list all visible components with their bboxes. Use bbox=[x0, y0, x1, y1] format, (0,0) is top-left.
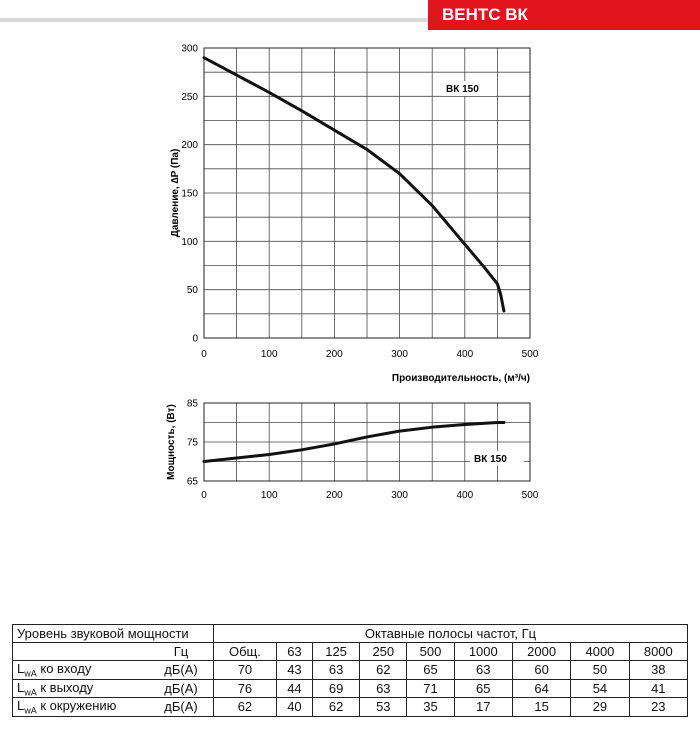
y-tick-label: 150 bbox=[181, 188, 198, 200]
table-cell: 50 bbox=[571, 661, 629, 680]
table-cell: 71 bbox=[407, 679, 454, 698]
y-axis-label: Мощность, (Вт) bbox=[166, 404, 177, 480]
table-cell: 60 bbox=[512, 661, 570, 680]
table-cell: 38 bbox=[629, 661, 687, 680]
table-row bbox=[13, 679, 688, 698]
table-columns-row bbox=[13, 643, 688, 661]
table-cell: 62 bbox=[360, 661, 407, 680]
column-header: 4000 bbox=[571, 643, 629, 661]
table-row bbox=[13, 661, 688, 680]
table-cell: 17 bbox=[454, 698, 512, 717]
x-tick-label: 0 bbox=[201, 490, 207, 501]
column-header: 1000 bbox=[454, 643, 512, 661]
column-header: 125 bbox=[312, 643, 359, 661]
y-tick-label: 100 bbox=[181, 236, 198, 248]
series-label: ВК 150 bbox=[446, 84, 479, 95]
y-tick-label: 65 bbox=[186, 476, 198, 488]
x-tick-label: 400 bbox=[456, 349, 474, 360]
table-cell: 62 bbox=[214, 698, 277, 717]
row-unit: дБ(А) bbox=[149, 698, 214, 717]
row-label: $L_{wA}$ к окружению bbox=[13, 698, 150, 717]
table-cell: 62 bbox=[312, 698, 359, 717]
y-tick-label: 300 bbox=[181, 43, 198, 55]
table-cell: 65 bbox=[454, 679, 512, 698]
table-cell: 76 bbox=[214, 679, 277, 698]
brand-title: ВЕНТС ВК bbox=[428, 0, 700, 30]
table-cell: 23 bbox=[629, 698, 687, 717]
table-cell: 70 bbox=[214, 661, 277, 680]
table-header-row bbox=[13, 625, 688, 643]
column-header: 2000 bbox=[512, 643, 570, 661]
y-tick-label: 0 bbox=[192, 333, 198, 345]
table-cell: 35 bbox=[407, 698, 454, 717]
table-cell: 54 bbox=[571, 679, 629, 698]
table-cell: 15 bbox=[512, 698, 570, 717]
y-tick-label: 250 bbox=[181, 91, 198, 103]
table-title: Уровень звуковой мощности bbox=[13, 625, 214, 643]
table-cell: 29 bbox=[571, 698, 629, 717]
x-tick-label: 300 bbox=[391, 349, 408, 360]
table-cell: 69 bbox=[312, 679, 359, 698]
x-tick-label: 500 bbox=[521, 490, 539, 501]
table-cell: 40 bbox=[276, 698, 312, 717]
column-header: 63 bbox=[276, 643, 312, 661]
table-cell: 53 bbox=[360, 698, 407, 717]
x-tick-label: 0 bbox=[201, 349, 207, 360]
bands-title: Октавные полосы частот, Гц bbox=[214, 625, 688, 643]
table-cell: 44 bbox=[276, 679, 312, 698]
x-tick-label: 500 bbox=[521, 349, 539, 360]
table-cell: 63 bbox=[312, 661, 359, 680]
y-axis-label: Давление, ∆P (Па) bbox=[170, 148, 181, 238]
hz-label: Гц bbox=[149, 643, 214, 661]
x-tick-label: 100 bbox=[260, 349, 278, 360]
row-label: $L_{wA}$ к выходу bbox=[13, 679, 150, 698]
x-axis-label: Производительность, (м³/ч) bbox=[391, 373, 530, 384]
table-cell: 63 bbox=[454, 661, 512, 680]
column-header: 250 bbox=[360, 643, 407, 661]
row-label: $L_{wA}$ ко входу bbox=[13, 661, 150, 680]
y-tick-label: 75 bbox=[186, 437, 198, 449]
y-tick-label: 50 bbox=[186, 285, 198, 297]
table-cell: 63 bbox=[360, 679, 407, 698]
table-cell: 64 bbox=[512, 679, 570, 698]
column-header: Общ. bbox=[214, 643, 277, 661]
row-unit: дБ(А) bbox=[149, 661, 214, 680]
table-cell: 41 bbox=[629, 679, 687, 698]
series-label: ВК 150 bbox=[474, 454, 507, 465]
y-tick-label: 200 bbox=[181, 140, 198, 152]
sound-power-table bbox=[12, 624, 688, 717]
table-cell: 43 bbox=[276, 661, 312, 680]
column-header: 500 bbox=[407, 643, 454, 661]
table-cell: 65 bbox=[407, 661, 454, 680]
table-row bbox=[13, 698, 688, 717]
row-unit: дБ(А) bbox=[149, 679, 214, 698]
x-tick-label: 200 bbox=[326, 490, 343, 501]
empty-cell bbox=[13, 643, 150, 661]
y-tick-label: 85 bbox=[186, 398, 198, 410]
x-tick-label: 300 bbox=[391, 490, 408, 501]
x-tick-label: 200 bbox=[326, 349, 343, 360]
x-tick-label: 100 bbox=[260, 490, 278, 501]
column-header: 8000 bbox=[629, 643, 687, 661]
x-tick-label: 400 bbox=[456, 490, 474, 501]
